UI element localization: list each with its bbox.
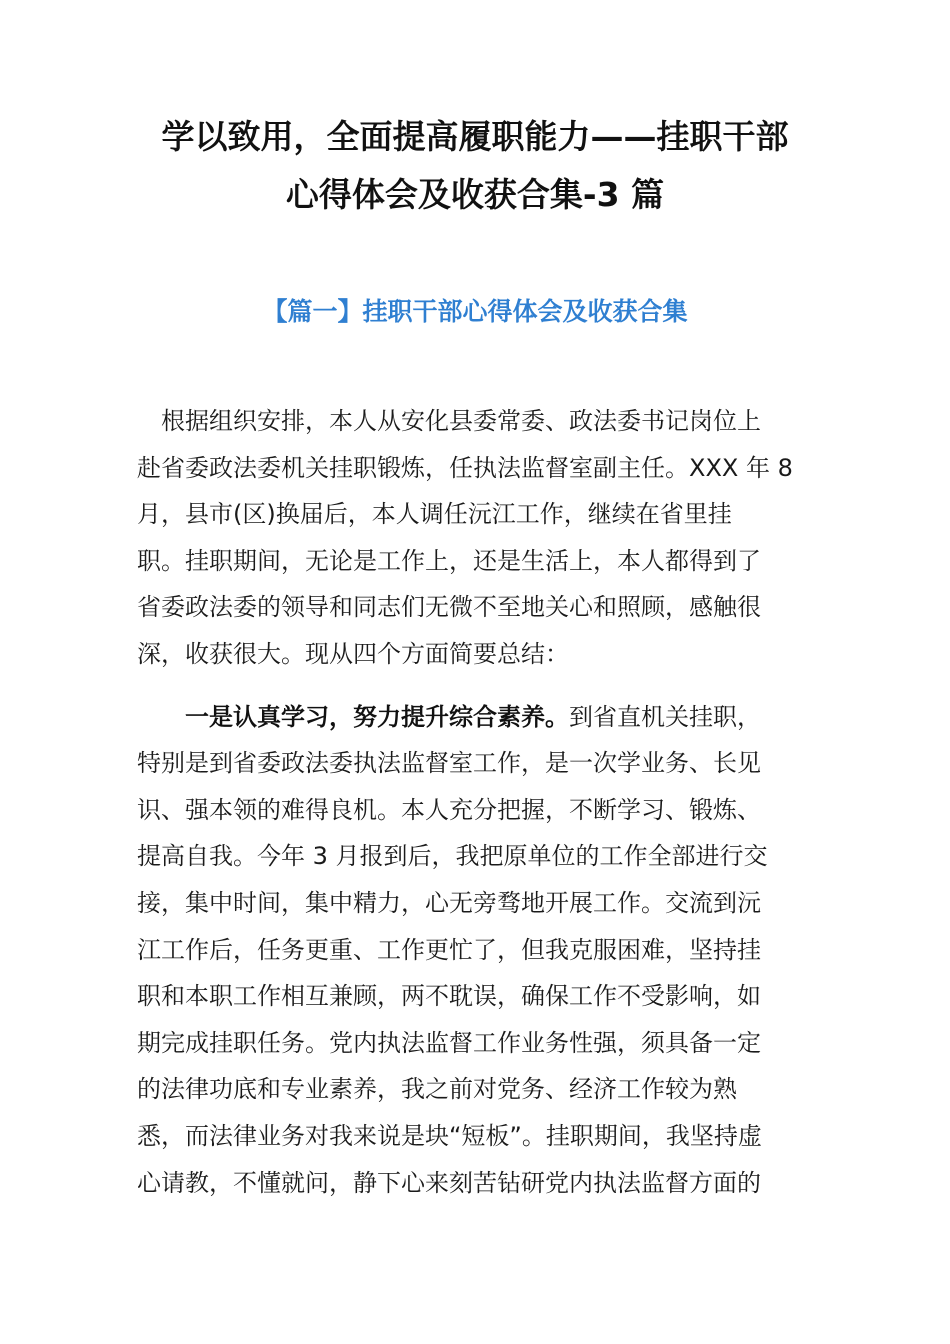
paragraph-line: 识、强本领的难得良机。本人充分把握，不断学习、锻炼、: [137, 795, 761, 824]
document-title: [120, 108, 830, 224]
document-title-line-1: 学以致用，全面提高履职能力——挂职干部: [161, 117, 789, 156]
paragraph-2: [137, 694, 817, 1207]
document-body: [137, 398, 817, 1206]
paragraph-line: 月，县市(区)换届后，本人调任沅江工作，继续在省里挂: [137, 500, 732, 529]
paragraph-line: 江工作后，任务更重、工作更忙了，但我克服困难，坚持挂: [137, 935, 761, 964]
paragraph-line: 心请教，不懂就问，静下心来刻苦钻研党内执法监督方面的: [137, 1168, 761, 1197]
section-heading: 【篇一】挂职干部心得体会及收获合集: [262, 297, 688, 326]
paragraph-line: 职。挂职期间，无论是工作上，还是生活上，本人都得到了: [137, 546, 761, 575]
paragraph-line: 特别是到省委政法委执法监督室工作，是一次学业务、长见: [137, 749, 761, 778]
paragraph-line: 悉，而法律业务对我来说是块“短板”。挂职期间，我坚持虚: [137, 1121, 762, 1150]
paragraph-line: 的法律功底和专业素养，我之前对党务、经济工作较为熟: [137, 1075, 737, 1104]
paragraph-line: 接，集中时间，集中精力，心无旁骛地开展工作。交流到沅: [137, 888, 761, 917]
paragraph-line: 根据组织安排，本人从安化县委常委、政法委书记岗位上: [161, 407, 761, 435]
document-title-line-2: 心得体会及收获合集-3 篇: [285, 175, 665, 214]
paragraph-line: 赴省委政法委机关挂职锻炼，任执法监督室副主任。XXX 年 8: [137, 453, 793, 482]
paragraph-line: 职和本职工作相互兼顾，两不耽误，确保工作不受影响，如: [137, 982, 761, 1011]
paragraph-spacer: [137, 678, 817, 694]
paragraph-lead-bold: 一是认真学习，努力提升综合素养。: [185, 702, 569, 731]
paragraph-line: [137, 694, 817, 741]
paragraph-line: 提高自我。今年 3 月报到后，我把原单位的工作全部进行交: [137, 842, 768, 871]
paragraph-line: 期完成挂职任务。党内执法监督工作业务性强，须具备一定: [137, 1028, 761, 1057]
paragraph-line: 深，收获很大。现从四个方面简要总结：: [137, 639, 569, 668]
paragraph-1: [137, 398, 817, 678]
paragraph-lead-rest: 到省直机关挂职，: [569, 702, 761, 731]
paragraph-line: 省委政法委的领导和同志们无微不至地关心和照顾，感触很: [137, 593, 761, 622]
